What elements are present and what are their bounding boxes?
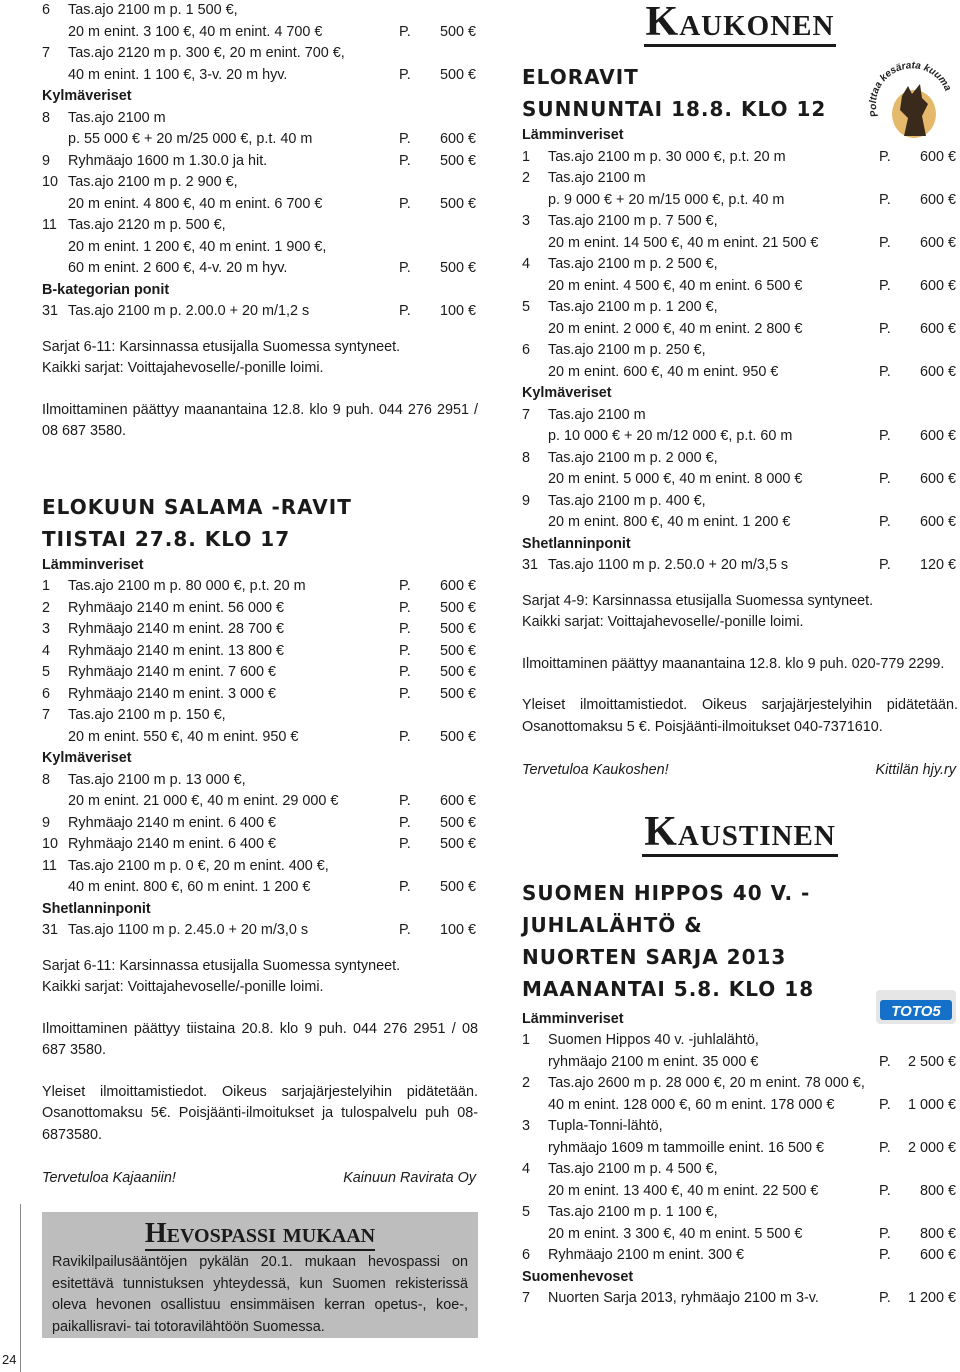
- prize-amount: 600 €: [919, 514, 956, 530]
- left-column: [42, 0, 478, 1190]
- race-list-kaustinen: [522, 1009, 958, 1310]
- race-line: [42, 237, 478, 259]
- prize-prefix: P.: [399, 152, 411, 169]
- race-line: [522, 211, 958, 233]
- race-line: [42, 641, 478, 663]
- hevospassi-box: [42, 1212, 478, 1338]
- race-description: 60 m enint. 2 600 €, 4-v. 20 m hyv.: [68, 260, 288, 276]
- race-description: 20 m enint. 13 400 €, 40 m enint. 22 500 €: [548, 1182, 819, 1199]
- race-description: Tas.ajo 2100 m p. 1 500 €,: [68, 2, 238, 18]
- box-text: Ravikilpailusääntöjen pykälän 20.1. mukaan hevospassi on esitettävä tunnistuksen yhteydessä, kun Suomen rekisterissä oleva hevonen osallistuu ensimmäisen kerran opetus-, koe-, paikallisravi- tai totoravilähtöön Suomessa.: [52, 1254, 468, 1335]
- kaustinen-title: Kaustinen: [644, 808, 836, 855]
- box-title-text: Hevospassi mukaan: [144, 1218, 376, 1249]
- info-kaukonen: Yleiset ilmoittamistiedot. Oikeus sarjajärjestelyihin pidätetään. Osanottomaksu 5 €. Poisjäänti-ilmoitukset 040-7371610.: [522, 697, 958, 735]
- prize-amount: 2 500 €: [907, 1053, 956, 1070]
- race-logo-icon: [864, 56, 960, 152]
- race-number: 9: [522, 492, 531, 509]
- kaustinen-title-wrap: [522, 808, 958, 857]
- kaukonen-title: Kaukonen: [645, 0, 835, 45]
- organizer-text: Kainuun Ravirata Oy: [343, 1170, 476, 1186]
- race-number: 31: [42, 922, 59, 938]
- race-line: [42, 770, 478, 792]
- race-line: [42, 0, 478, 22]
- race-description: p. 9 000 € + 20 m/15 000 €, p.t. 40 m: [548, 191, 785, 208]
- race-line: [42, 856, 478, 878]
- prize-amount: 1 200 €: [907, 1290, 956, 1306]
- notes-top: [42, 337, 478, 380]
- race-line: [522, 168, 958, 190]
- race-description: Tas.ajo 1100 m p. 2.45.0 + 20 m/3,0 s: [68, 922, 309, 938]
- race-description: Tas.ajo 2120 m p. 300 €, 20 m enint. 700 €,: [68, 45, 345, 61]
- race-line: [42, 151, 478, 173]
- race-description: Tas.ajo 2100 m: [548, 406, 646, 423]
- race-line: [522, 491, 958, 513]
- race-description: Tas.ajo 2100 m p. 4 500 €,: [548, 1161, 718, 1177]
- note-line: Kaikki sarjat: Voittajahevoselle/-ponille loimi.: [42, 979, 324, 995]
- race-number: 2: [42, 599, 51, 616]
- kaukonen-title-wrap: [522, 0, 958, 47]
- prize-amount: 500 €: [439, 599, 476, 616]
- race-line: [42, 920, 478, 942]
- race-description: Tas.ajo 2100 m p. 7 500 €,: [548, 213, 718, 229]
- race-line: [42, 576, 478, 598]
- registration-top: Ilmoittaminen päättyy maanantaina 12.8. klo 9 puh. 044 276 2951 / 08 687 3580.: [42, 401, 478, 439]
- race-description: Tas.ajo 2100 m p. 400 €,: [548, 492, 706, 509]
- race-description: 20 m enint. 2 000 €, 40 m enint. 2 800 €: [548, 320, 803, 337]
- race-description: 20 m enint. 800 €, 40 m enint. 1 200 €: [548, 514, 791, 530]
- category-label: [42, 748, 478, 770]
- race-line: [522, 1073, 958, 1095]
- toto-logo-text: TOTO5: [891, 1003, 941, 1020]
- prize-prefix: P.: [879, 363, 891, 380]
- race-description: Tupla-Tonni-lähtö,: [548, 1118, 663, 1134]
- race-number: 9: [42, 814, 51, 831]
- race-number: 7: [522, 1290, 531, 1306]
- race-description: 20 m enint. 14 500 €, 40 m enint. 21 500 €: [548, 234, 819, 251]
- event-date-heading: MAANANTAI 5.8. KLO 18: [522, 976, 815, 1001]
- race-description: 20 m enint. 4 500 €, 40 m enint. 6 500 €: [548, 277, 803, 294]
- category-label-text: Kylmäveriset: [42, 750, 132, 766]
- race-line: [42, 662, 478, 684]
- prize-amount: 100 €: [439, 922, 476, 938]
- prize-amount: 120 €: [919, 557, 956, 573]
- race-number: 10: [42, 174, 59, 190]
- race-line: [522, 1181, 958, 1203]
- race-number: 4: [42, 642, 51, 659]
- race-line: [522, 1116, 958, 1138]
- race-description: Tas.ajo 2100 m p. 1 100 €,: [548, 1204, 718, 1220]
- note-line: Kaikki sarjat: Voittajahevoselle/-ponille loimi.: [522, 614, 804, 630]
- prize-prefix: P.: [399, 879, 411, 895]
- race-description: Ryhmäajo 2140 m enint. 6 400 €: [68, 814, 276, 831]
- box-title: [42, 1218, 478, 1250]
- race-number: 11: [42, 857, 57, 874]
- prize-amount: 600 €: [919, 234, 956, 251]
- event-heading: ELORAVIT: [522, 65, 639, 89]
- race-description: Tas.ajo 2100 m p. 250 €,: [548, 342, 706, 358]
- race-line: [522, 426, 958, 448]
- prize-prefix: P.: [879, 1247, 891, 1263]
- prize-prefix: P.: [399, 685, 411, 702]
- race-line: [522, 340, 958, 362]
- category-label-text: Suomenhevoset: [522, 1268, 634, 1285]
- race-number: 9: [42, 152, 51, 169]
- race-description: Tas.ajo 2100 m p. 0 €, 20 m enint. 400 €,: [68, 857, 329, 874]
- race-number: 10: [42, 836, 59, 852]
- race-line: [522, 297, 958, 319]
- race-line: [522, 276, 958, 298]
- prize-prefix: P.: [399, 23, 411, 40]
- prize-amount: 600 €: [919, 320, 956, 337]
- race-line: [42, 598, 478, 620]
- race-line: [522, 1052, 958, 1074]
- prize-prefix: P.: [879, 191, 891, 208]
- notes-kaukonen: [522, 591, 958, 634]
- toto-logo-icon: [876, 990, 956, 1024]
- race-line: [522, 1095, 958, 1117]
- race-list-salama: [42, 555, 478, 942]
- race-line: [42, 172, 478, 194]
- race-description: Ryhmäajo 2140 m enint. 28 700 €: [68, 621, 285, 637]
- logo-text: Polttaa kesärata kuuma: [867, 60, 954, 119]
- category-label-text: B-kategorian ponit: [42, 281, 170, 298]
- prize-prefix: P.: [399, 642, 411, 659]
- prize-prefix: P.: [879, 428, 891, 444]
- prize-amount: 1 000 €: [907, 1096, 956, 1113]
- prize-amount: 600 €: [439, 793, 476, 809]
- category-label: [522, 534, 958, 556]
- prize-amount: 800 €: [919, 1182, 956, 1199]
- race-line: [522, 190, 958, 212]
- race-description: 40 m enint. 1 100 €, 3-v. 20 m hyv.: [68, 66, 288, 83]
- race-number: 8: [522, 449, 531, 466]
- race-number: 5: [522, 1204, 531, 1220]
- race-number: 1: [42, 578, 51, 594]
- divider-line: [20, 1204, 21, 1372]
- prize-prefix: P.: [879, 320, 891, 337]
- race-number: 4: [522, 1161, 531, 1177]
- race-line: [42, 43, 478, 65]
- welcome-row: [42, 1168, 478, 1190]
- race-description: 20 m enint. 1 200 €, 40 m enint. 1 900 €,: [68, 238, 327, 255]
- notes-salama: [42, 956, 478, 999]
- event-heading-2: NUORTEN SARJA 2013: [522, 944, 787, 969]
- note-line: Kaikki sarjat: Voittajahevoselle/-ponille loimi.: [42, 360, 324, 376]
- race-line: [522, 512, 958, 534]
- prize-amount: 600 €: [919, 191, 956, 208]
- race-line: [42, 791, 478, 813]
- category-label-text: Lämminveriset: [522, 1010, 624, 1027]
- race-number: 11: [42, 217, 57, 233]
- race-number: 8: [42, 109, 51, 126]
- race-line: [42, 301, 478, 323]
- race-line: [522, 1138, 958, 1160]
- page-number: 24: [2, 1352, 17, 1367]
- prize-prefix: P.: [879, 1139, 891, 1156]
- category-label-text: Kylmäveriset: [42, 88, 132, 104]
- race-number: 31: [42, 303, 59, 319]
- prize-prefix: P.: [879, 234, 891, 251]
- race-description: Tas.ajo 2100 m p. 2.00.0 + 20 m/1,2 s: [68, 303, 310, 319]
- prize-prefix: P.: [399, 131, 411, 147]
- race-description: Tas.ajo 2100 m p. 80 000 €, p.t. 20 m: [68, 578, 306, 594]
- race-description: Ryhmäajo 2140 m enint. 56 000 €: [68, 599, 285, 616]
- race-number: 1: [522, 1032, 531, 1048]
- organizer-text: Kittilän hjy.ry: [875, 762, 956, 778]
- race-line: [522, 1159, 958, 1181]
- race-line: [522, 448, 958, 470]
- event-date-heading: TIISTAI 27.8. KLO 17: [42, 526, 291, 551]
- prize-amount: 500 €: [439, 195, 476, 212]
- race-description: 20 m enint. 3 100 €, 40 m enint. 4 700 €: [68, 23, 323, 40]
- category-label: [522, 1267, 958, 1289]
- prize-prefix: P.: [399, 621, 411, 637]
- prize-prefix: P.: [399, 814, 411, 831]
- race-description: 40 m enint. 800 €, 60 m enint. 1 200 €: [68, 879, 311, 895]
- prize-amount: 500 €: [439, 642, 476, 659]
- race-number: 4: [522, 256, 531, 272]
- race-number: 8: [42, 771, 51, 788]
- race-description: Tas.ajo 2600 m p. 28 000 €, 20 m enint. 78 000 €,: [548, 1075, 865, 1091]
- race-number: 6: [522, 342, 531, 358]
- category-label: [42, 280, 478, 302]
- race-description: 20 m enint. 600 €, 40 m enint. 950 €: [548, 363, 779, 380]
- race-description: Ryhmäajo 1600 m 1.30.0 ja hit.: [68, 152, 268, 169]
- prize-amount: 600 €: [919, 428, 956, 444]
- category-label: [42, 86, 478, 108]
- prize-amount: 100 €: [439, 303, 476, 319]
- welcome-row: [522, 760, 958, 782]
- prize-prefix: P.: [399, 303, 411, 319]
- race-line: [42, 684, 478, 706]
- race-line: [42, 877, 478, 899]
- prize-amount: 600 €: [919, 471, 956, 487]
- prize-amount: 600 €: [919, 1247, 956, 1263]
- prize-amount: 500 €: [439, 836, 476, 852]
- race-description: Ryhmäajo 2100 m enint. 300 €: [548, 1247, 744, 1263]
- prize-amount: 500 €: [439, 23, 476, 40]
- race-line: [42, 727, 478, 749]
- race-number: 3: [42, 621, 51, 637]
- race-number: 7: [42, 707, 51, 723]
- prize-prefix: P.: [879, 1225, 891, 1242]
- prize-prefix: P.: [879, 471, 891, 487]
- race-line: [522, 1224, 958, 1246]
- race-number: 6: [42, 2, 51, 18]
- race-line: [522, 254, 958, 276]
- prize-prefix: P.: [879, 1182, 891, 1199]
- prize-amount: 2 000 €: [907, 1139, 956, 1156]
- race-description: ryhmäajo 2100 m enint. 35 000 €: [548, 1053, 759, 1070]
- prize-prefix: P.: [879, 514, 891, 530]
- race-line: [42, 258, 478, 280]
- race-line: [42, 194, 478, 216]
- race-description: Ryhmäajo 2140 m enint. 3 000 €: [68, 685, 276, 702]
- prize-amount: 500 €: [439, 685, 476, 702]
- prize-prefix: P.: [879, 557, 891, 573]
- race-line: [522, 1245, 958, 1267]
- category-label-text: Shetlanninponit: [522, 535, 631, 552]
- race-description: Tas.ajo 2100 m p. 13 000 €,: [68, 771, 246, 788]
- info-salama: Yleiset ilmoittamistiedot. Oikeus sarjajärjestelyihin pidätetään. Osanottomaksu 5€. Poisjäänti-ilmoitukset ja tulospalvelu puh 08-6873580.: [42, 1083, 478, 1143]
- race-description: Tas.ajo 2100 m p. 1 200 €,: [548, 299, 718, 315]
- race-description: p. 55 000 € + 20 m/25 000 €, p.t. 40 m: [68, 131, 313, 147]
- race-line: [42, 215, 478, 237]
- prize-amount: 600 €: [439, 578, 476, 594]
- category-label: [522, 383, 958, 405]
- event-heading: ELOKUUN SALAMA -RAVIT: [42, 494, 352, 519]
- prize-prefix: P.: [399, 599, 411, 616]
- category-label-text: Shetlanninponit: [42, 900, 151, 917]
- prize-amount: 500 €: [439, 621, 476, 637]
- prize-prefix: P.: [399, 664, 411, 680]
- race-description: 40 m enint. 128 000 €, 60 m enint. 178 000 €: [548, 1096, 835, 1113]
- note-line: Sarjat 6-11: Karsinnassa etusijalla Suomessa syntyneet.: [42, 338, 401, 355]
- race-number: 6: [42, 685, 51, 702]
- race-description: Tas.ajo 2100 m p. 2 500 €,: [548, 256, 718, 272]
- race-description: Ryhmäajo 2140 m enint. 13 800 €: [68, 642, 285, 659]
- race-line: [522, 233, 958, 255]
- race-description: Tas.ajo 2100 m p. 2 000 €,: [548, 449, 718, 466]
- prize-amount: 800 €: [919, 1225, 956, 1242]
- race-line: [42, 65, 478, 87]
- prize-prefix: P.: [879, 1096, 891, 1113]
- prize-prefix: P.: [399, 793, 411, 809]
- race-list-top: [42, 0, 478, 323]
- race-line: [522, 1030, 958, 1052]
- race-line: [522, 319, 958, 341]
- prize-amount: 500 €: [439, 260, 476, 276]
- race-description: Nuorten Sarja 2013, ryhmäajo 2100 m 3-v.: [548, 1290, 819, 1306]
- race-description: Tas.ajo 2100 m: [68, 109, 166, 126]
- category-label: [42, 899, 478, 921]
- race-number: 5: [522, 299, 531, 315]
- prize-prefix: P.: [399, 195, 411, 212]
- registration-kaukonen: Ilmoittaminen päättyy maanantaina 12.8. klo 9 puh. 020-779 2299.: [522, 655, 945, 672]
- note-line: Sarjat 4-9: Karsinnassa etusijalla Suomessa syntyneet.: [522, 592, 874, 609]
- race-line: [522, 1288, 958, 1310]
- race-line: [42, 813, 478, 835]
- race-number: 3: [522, 213, 531, 229]
- race-description: Ryhmäajo 2140 m enint. 6 400 €: [68, 836, 276, 852]
- prize-prefix: P.: [399, 578, 411, 594]
- prize-amount: 600 €: [919, 148, 956, 165]
- race-description: Tas.ajo 2100 m p. 30 000 €, p.t. 20 m: [548, 148, 786, 165]
- race-description: Tas.ajo 2100 m: [548, 170, 646, 186]
- race-number: 3: [522, 1118, 531, 1134]
- race-description: Suomen Hippos 40 v. -juhlalähtö,: [548, 1032, 759, 1048]
- race-list-kaukonen: [522, 125, 958, 577]
- race-line: [42, 619, 478, 641]
- prize-amount: 600 €: [919, 277, 956, 294]
- race-description: ryhmäajo 1609 m tammoille enint. 16 500 €: [548, 1139, 824, 1156]
- prize-amount: 500 €: [439, 814, 476, 831]
- category-label-text: Kylmäveriset: [522, 385, 612, 401]
- race-line: [522, 469, 958, 491]
- race-line: [42, 22, 478, 44]
- race-number: 6: [522, 1247, 531, 1263]
- prize-amount: 500 €: [439, 728, 476, 745]
- prize-prefix: P.: [879, 148, 891, 165]
- race-description: 20 m enint. 4 800 €, 40 m enint. 6 700 €: [68, 195, 323, 212]
- welcome-text: Tervetuloa Kaukoshen!: [522, 762, 669, 778]
- race-line: [522, 1202, 958, 1224]
- event-date-heading: SUNNUNTAI 18.8. KLO 12: [522, 97, 827, 121]
- race-number: 1: [522, 148, 531, 165]
- prize-prefix: P.: [399, 922, 411, 938]
- prize-prefix: P.: [399, 728, 411, 745]
- prize-amount: 500 €: [439, 152, 476, 169]
- race-description: 20 m enint. 5 000 €, 40 m enint. 8 000 €: [548, 471, 803, 487]
- category-label-text: Lämminveriset: [42, 556, 144, 573]
- prize-amount: 600 €: [439, 131, 476, 147]
- prize-prefix: P.: [399, 836, 411, 852]
- race-line: [42, 834, 478, 856]
- race-line: [522, 405, 958, 427]
- race-description: Tas.ajo 2100 m p. 2 900 €,: [68, 174, 238, 190]
- prize-amount: 500 €: [439, 879, 476, 895]
- race-number: 31: [522, 557, 539, 573]
- race-description: Ryhmäajo 2140 m enint. 7 600 €: [68, 664, 276, 680]
- welcome-text: Tervetuloa Kajaaniin!: [42, 1170, 176, 1186]
- race-number: 5: [42, 664, 51, 680]
- prize-amount: 600 €: [919, 363, 956, 380]
- prize-amount: 500 €: [439, 66, 476, 83]
- race-line: [522, 362, 958, 384]
- race-description: 20 m enint. 550 €, 40 m enint. 950 €: [68, 728, 299, 745]
- race-description: p. 10 000 € + 20 m/12 000 €, p.t. 60 m: [548, 428, 793, 444]
- race-description: Tas.ajo 1100 m p. 2.50.0 + 20 m/3,5 s: [548, 557, 789, 573]
- category-label: [42, 555, 478, 577]
- race-line: [522, 555, 958, 577]
- prize-amount: 500 €: [439, 664, 476, 680]
- race-line: [42, 129, 478, 151]
- event-heading: SUOMEN HIPPOS 40 V. -JUHLALÄHTÖ &: [522, 880, 811, 937]
- race-number: 2: [522, 170, 531, 186]
- prize-prefix: P.: [399, 260, 411, 276]
- race-description: 20 m enint. 21 000 €, 40 m enint. 29 000 €: [68, 793, 339, 809]
- note-line: Sarjat 6-11: Karsinnassa etusijalla Suomessa syntyneet.: [42, 957, 401, 974]
- race-number: 7: [522, 406, 531, 423]
- registration-salama: Ilmoittaminen päättyy tiistaina 20.8. klo 9 puh. 044 276 2951 / 08 687 3580.: [42, 1020, 478, 1058]
- race-description: 20 m enint. 3 300 €, 40 m enint. 5 500 €: [548, 1225, 803, 1242]
- race-number: 2: [522, 1075, 531, 1091]
- race-line: [42, 108, 478, 130]
- race-description: Tas.ajo 2120 m p. 500 €,: [68, 217, 226, 233]
- race-description: Tas.ajo 2100 m p. 150 €,: [68, 707, 226, 723]
- prize-prefix: P.: [399, 66, 411, 83]
- prize-prefix: P.: [879, 1053, 891, 1070]
- race-line: [42, 705, 478, 727]
- prize-prefix: P.: [879, 277, 891, 294]
- category-label-text: Lämminveriset: [522, 127, 624, 143]
- right-column: [522, 0, 958, 1310]
- race-number: 7: [42, 45, 51, 61]
- prize-prefix: P.: [879, 1290, 891, 1306]
